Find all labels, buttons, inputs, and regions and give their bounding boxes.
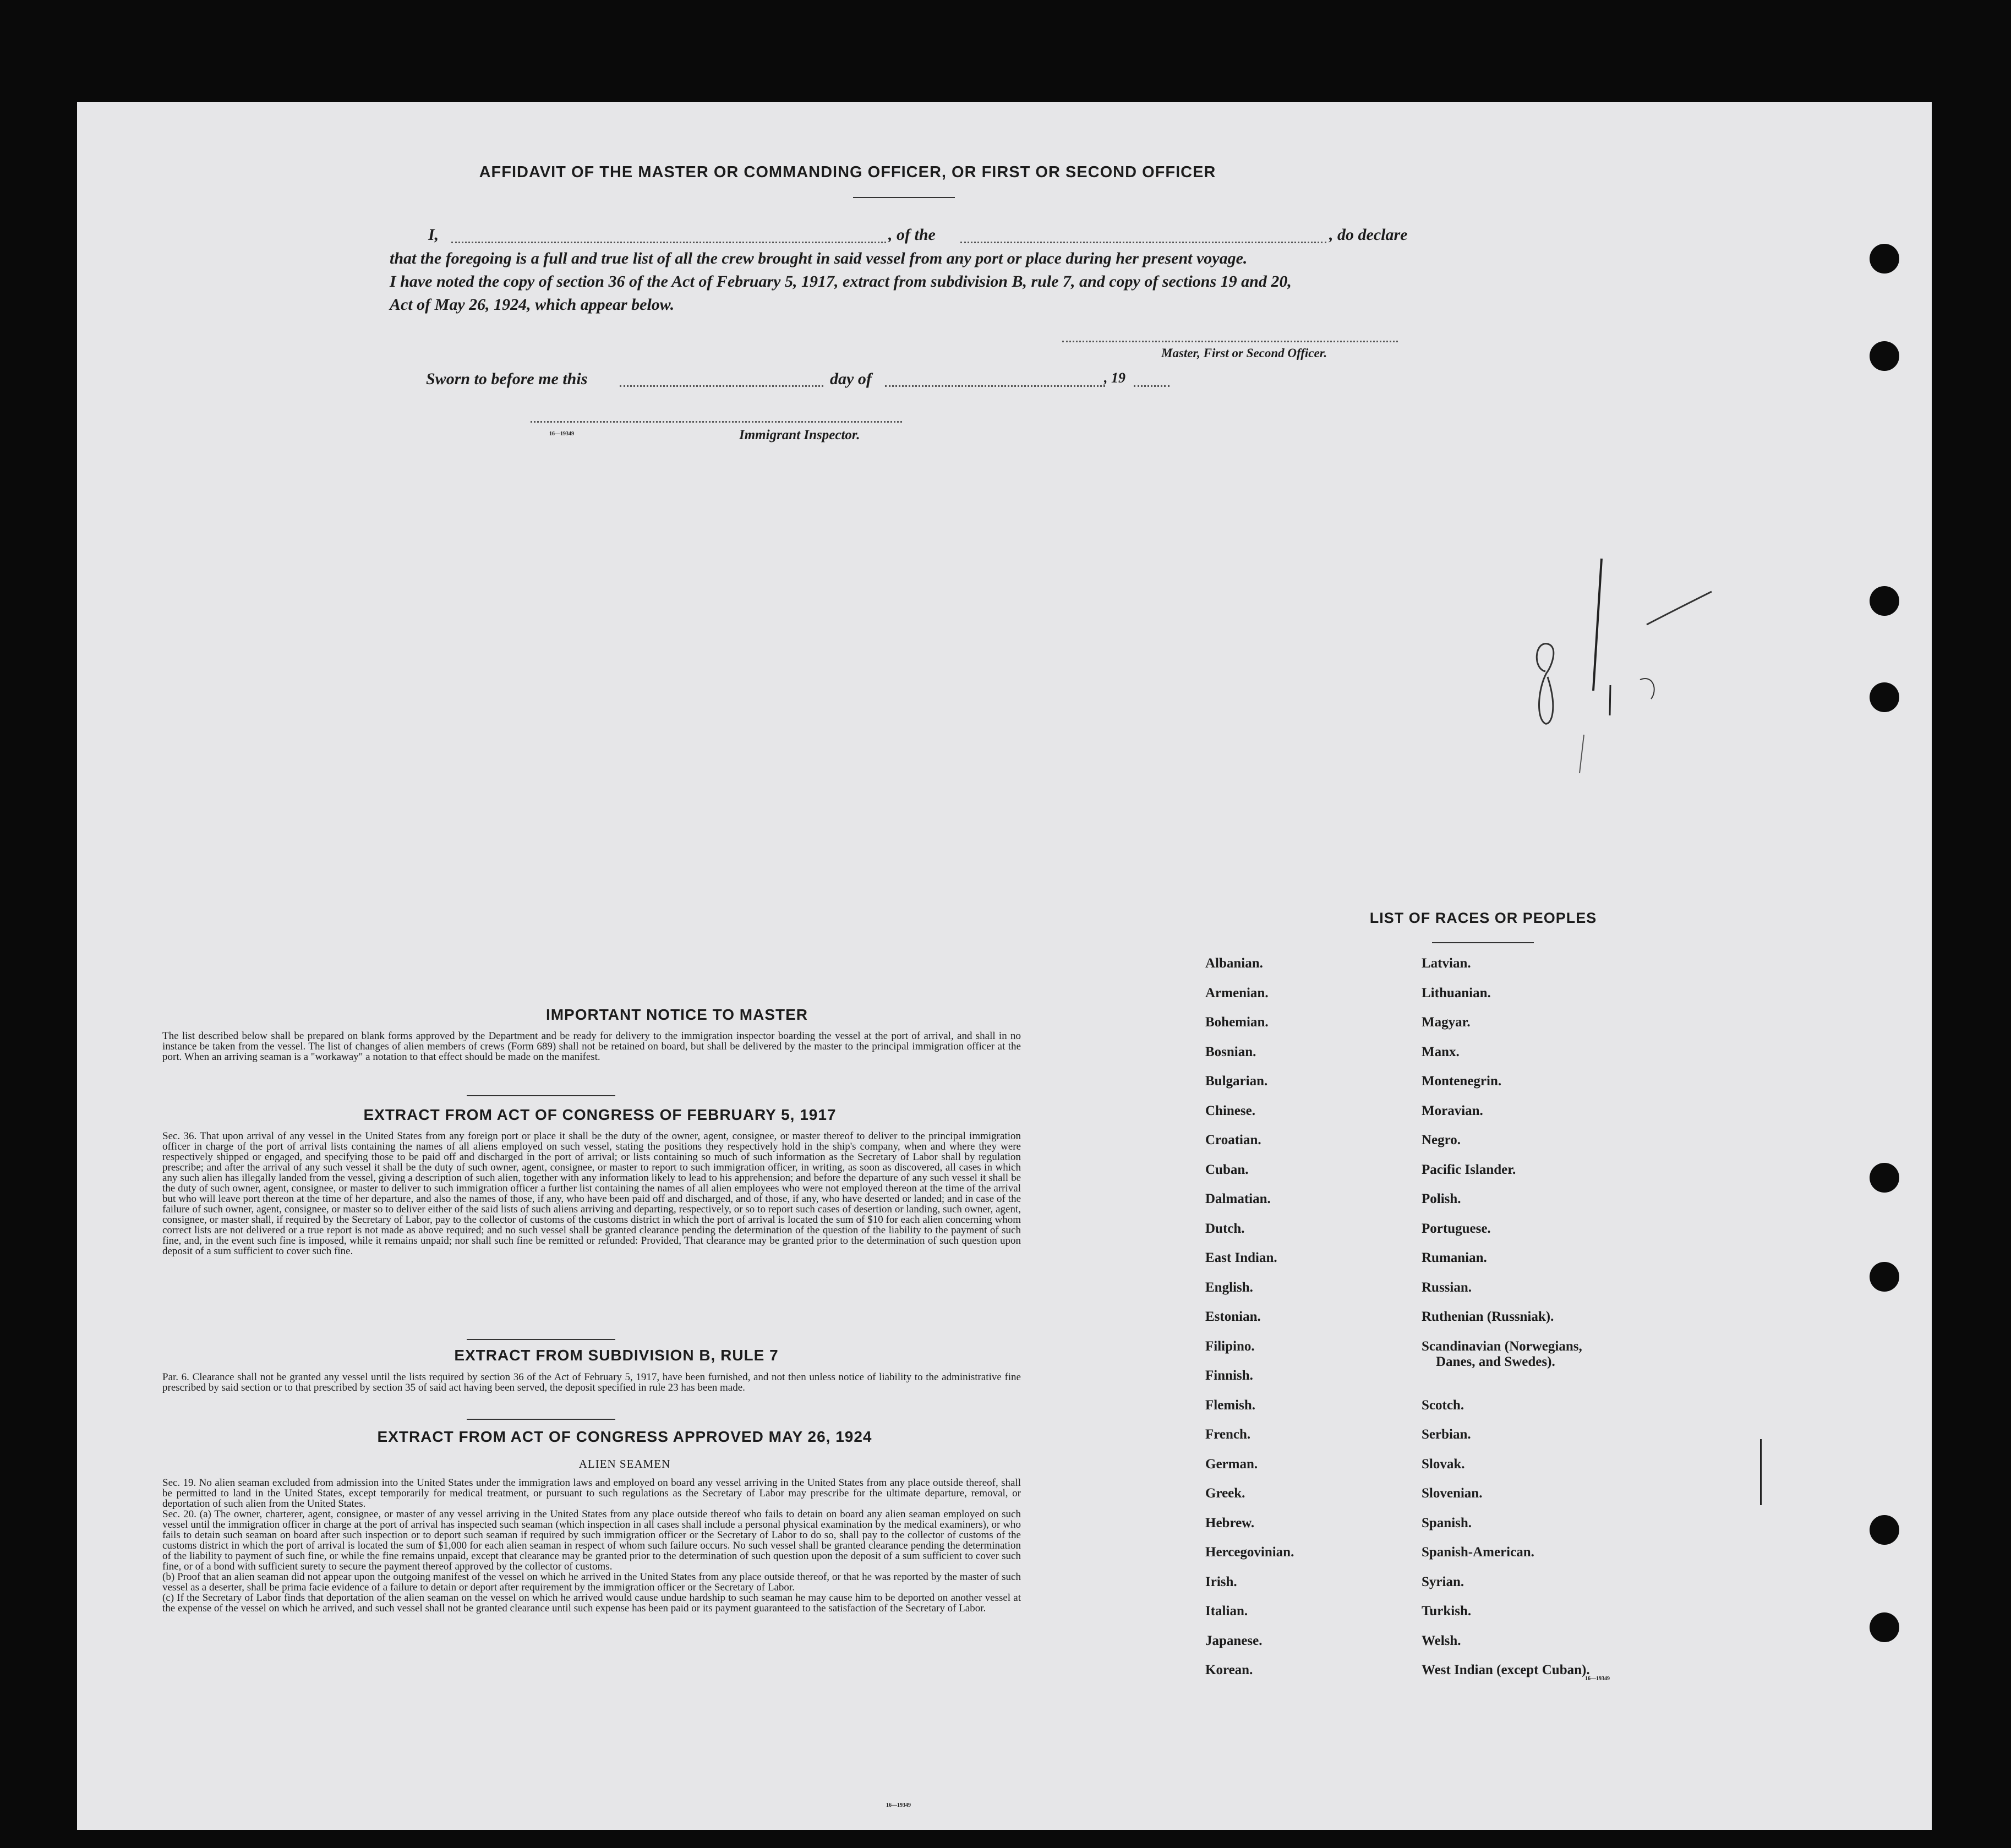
race-item: Spanish. <box>1422 1515 1472 1530</box>
race-item: Croatian. <box>1205 1133 1261 1147</box>
affidavit-line3: I have noted the copy of section 36 of the Act of February 5, 1917, extract from subdivision B, rule 7, and copy of sections 19 and 20, <box>390 272 1292 291</box>
race-item: Moravian. <box>1422 1103 1483 1118</box>
races-column-2 <box>1422 956 1708 1692</box>
race-item: Cuban. <box>1205 1162 1249 1177</box>
race-item: Pacific Islander. <box>1422 1162 1516 1177</box>
pen-mark <box>1760 1439 1762 1505</box>
race-item: Slovenian. <box>1422 1486 1483 1501</box>
divider <box>467 1419 615 1420</box>
affidavit-of-the: , of the <box>888 226 936 244</box>
race-item: East Indian. <box>1205 1250 1277 1265</box>
races-column-1 <box>1205 956 1414 1692</box>
affidavit-line4: Act of May 26, 1924, which appear below. <box>390 296 675 314</box>
year-label: , 19 <box>1104 370 1125 386</box>
handwritten-date <box>1530 553 1717 784</box>
race-item: Greek. <box>1205 1486 1245 1501</box>
affidavit-line2: that the foregoing is a full and true list of all the crew brought in said vessel from any port or place during her present voyage. <box>390 249 1248 267</box>
form-number: 16—19349 <box>886 1802 911 1808</box>
extract3-subtitle: ALIEN SEAMEN <box>578 1457 671 1470</box>
race-item: Bosnian. <box>1205 1044 1256 1059</box>
extract1-title: EXTRACT FROM ACT OF CONGRESS OF FEBRUARY 5, 1917 <box>363 1106 837 1123</box>
race-item: Turkish. <box>1422 1604 1472 1619</box>
punch-hole <box>1870 1163 1899 1193</box>
punch-hole <box>1870 682 1899 712</box>
race-item: German. <box>1205 1456 1258 1472</box>
section-20a: Sec. 20. (a) The owner, charterer, agent, consignee, or master of any vessel arriving in the United States from any place outside thereof who fails to detain on board any alien seaman employed on such vessel until the immigration officer in charge at the port of arrival has inspected such seaman (which inspection in all cases shall include a personal physical examination by the medical examiners), or who fails to detain such seaman on board after such inspection or to deport such seaman if required by such immigration officer or the Secretary of Labor to do so, shall pay to the collector of customs of the customs district in which the port of arrival is located the sum of $1,000 for each alien seaman in respect of whom such failure occurs. No such vessel shall be granted clearance pending the determination of the liability to payment of such fine, or while the fine remains unpaid, except that clearance may be granted prior to the determination of such question upon the deposit of a sum sufficient to cover such fine, or of a bond with sufficient surety to secure the payment thereof approved by the collector of customs. <box>162 1508 1021 1572</box>
affidavit-title: AFFIDAVIT OF THE MASTER OR COMMANDING OFFICER, OR FIRST OR SECOND OFFICER <box>479 163 1216 181</box>
vessel-field[interactable] <box>960 242 1326 243</box>
race-item: Hercegovinian. <box>1205 1545 1294 1560</box>
sworn-day-field[interactable] <box>620 385 823 387</box>
race-item: Chinese. <box>1205 1103 1255 1118</box>
race-item: Finnish. <box>1205 1368 1253 1383</box>
punch-hole <box>1870 1612 1899 1642</box>
form-number: 16—19349 <box>549 431 574 437</box>
race-item: Polish. <box>1422 1191 1461 1206</box>
master-label: Master, First or Second Officer. <box>1161 346 1327 360</box>
races-title: LIST OF RACES OR PEOPLES <box>1369 910 1597 926</box>
race-item: Scandinavian (Norwegians, <box>1422 1338 1582 1354</box>
section-19: Sec. 19. No alien seaman excluded from admission into the United States under the immigration laws and employed on board any vessel arriving in the United States from any place outside thereof, shall be permitted to land in the United States, except temporarily for medical treatment, or pursuant to such regulations as the Secretary of Labor may prescribe for the ultimate departure, removal, or deportation of such alien from the United States. <box>162 1477 1021 1510</box>
races-divider <box>1432 942 1534 943</box>
race-item: Korean. <box>1205 1663 1253 1677</box>
race-item: Estonian. <box>1205 1309 1261 1324</box>
section-20b: (b) Proof that an alien seaman did not appear upon the outgoing manifest of the vessel on which he arrived in the United States from any place outside thereof, or that he was reported by the master of such vessel as a deserter, shall be prima facie evidence of a failure to detain or deport after requirement by the immigration officer or the Secretary of Labor. <box>162 1571 1021 1593</box>
race-item: Slovak. <box>1422 1456 1465 1472</box>
inspector-signature-field[interactable] <box>531 421 902 423</box>
punch-hole <box>1870 244 1899 274</box>
race-item: Russian. <box>1422 1280 1472 1295</box>
race-item: Lithuanian. <box>1422 985 1491 1000</box>
race-item: Dutch. <box>1205 1221 1245 1236</box>
race-item: Spanish-American. <box>1422 1545 1534 1560</box>
race-item: Portuguese. <box>1422 1221 1491 1236</box>
race-item: Bohemian. <box>1205 1015 1269 1030</box>
race-item: Negro. <box>1422 1133 1461 1147</box>
race-item: Serbian. <box>1422 1427 1471 1442</box>
race-item: Scotch. <box>1422 1397 1464 1413</box>
race-item: Italian. <box>1205 1604 1248 1619</box>
race-item: Hebrew. <box>1205 1515 1255 1530</box>
punch-hole <box>1870 1262 1899 1292</box>
race-item: Flemish. <box>1205 1397 1255 1413</box>
race-item: Dalmatian. <box>1205 1191 1271 1206</box>
divider <box>467 1095 615 1096</box>
punch-hole <box>1870 586 1899 616</box>
race-item: French. <box>1205 1427 1251 1442</box>
race-item: English. <box>1205 1280 1253 1295</box>
name-field[interactable] <box>451 242 886 243</box>
race-item: Japanese. <box>1205 1633 1263 1648</box>
form-number: 16—19349 <box>1585 1676 1610 1682</box>
race-item: Manx. <box>1422 1044 1460 1059</box>
race-item: Danes, and Swedes). <box>1436 1354 1555 1369</box>
extract3-body <box>162 1478 1021 1614</box>
punch-hole <box>1870 341 1899 371</box>
race-item: Ruthenian (Russniak). <box>1422 1309 1554 1324</box>
notice-title: IMPORTANT NOTICE TO MASTER <box>545 1006 808 1023</box>
extract3-title: EXTRACT FROM ACT OF CONGRESS APPROVED MAY 26, 1924 <box>377 1428 872 1445</box>
race-item: Albanian. <box>1205 956 1263 971</box>
race-item: Syrian. <box>1422 1574 1464 1589</box>
sworn-label: Sworn to before me this <box>426 370 588 388</box>
extract2-title: EXTRACT FROM SUBDIVISION B, RULE 7 <box>454 1347 779 1364</box>
punch-hole <box>1870 1515 1899 1545</box>
sworn-year-field[interactable] <box>1134 385 1170 387</box>
sworn-month-field[interactable] <box>885 385 1105 387</box>
affidavit-declare: , do declare <box>1329 226 1408 244</box>
race-item: Rumanian. <box>1422 1250 1487 1265</box>
race-item: Welsh. <box>1422 1633 1461 1648</box>
race-item: West Indian (except Cuban). <box>1422 1663 1590 1677</box>
notice-body: The list described below shall be prepared on blank forms approved by the Department and be ready for delivery to the immigration inspector boarding the vessel at the port of arrival, and shall in no instance be taken from the vessel. The list of changes of alien members of crews (Form 689) shall not be retained on board, but shall be delivered by the master to the principal immigration officer at the port. When an arriving seaman is a "workaway" a notation to that effect should be made on the manifest. <box>162 1030 1021 1063</box>
race-item: Irish. <box>1205 1574 1237 1589</box>
race-item: Armenian. <box>1205 985 1269 1000</box>
inspector-label: Immigrant Inspector. <box>739 428 860 442</box>
affidavit-i: I, <box>428 226 439 244</box>
race-item: Filipino. <box>1205 1338 1255 1354</box>
race-item: Bulgarian. <box>1205 1074 1268 1089</box>
document-page <box>77 102 1932 1830</box>
race-item: Montenegrin. <box>1422 1074 1502 1089</box>
extract1-body: Sec. 36. That upon arrival of any vessel in the United States from any foreign port or place it shall be the duty of the owner, agent, consignee, or master thereof to deliver to the principal immigration officer in charge of the port of arrival lists containing the names of all aliens employed on such vessel, stating the positions they respectively hold in the ship's company, when and where they were respectively shipped or engaged, and specifying those to be paid off and discharged in the port of arrival; or lists containing so much of such information as the Secretary of Labor shall by regulation prescribe; and after the arrival of any such vessel it shall be the duty of such owner, agent, consignee, or master to report to such immigration officer, in writing, as soon as discovered, all cases in which any such alien has illegally landed from the vessel, giving a description of such alien, together with any information likely to lead to his apprehension; and before the departure of any such vessel it shall be the duty of such owner, agent, consignee, or master to deliver to such immigration officer a further list containing the names of all alien employees who were not employed thereon at the time of the arrival but who will leave port thereon at the time of her departure, and also the names of those, if any, who have been paid off and discharged, and of those, if any, who have deserted or landed; and in case of the failure of such owner, agent, consignee, or master so to deliver either of the said lists of such aliens arriving and departing, respectively, or so to report such cases of desertion or landing, such owner, agent, consignee, or master shall, if required by the Secretary of Labor, pay to the collector of customs of the customs district in which the port of arrival is located the sum of $10 for each alien concerning whom correct lists are not delivered or a true report is not made as above required; and no such vessel shall be granted clearance pending the determination of the question of the liability to the payment of such fine, and, in the event such fine is imposed, while it remains unpaid; nor shall such fine be remitted or refunded: Provided, That clearance may be granted prior to the determination of such question upon deposit of a sum sufficient to cover such fine. <box>162 1130 1021 1257</box>
master-signature-field[interactable] <box>1062 341 1398 342</box>
race-item: Latvian. <box>1422 956 1471 971</box>
day-of-label: day of <box>830 370 872 388</box>
title-divider <box>853 197 955 198</box>
race-item: Magyar. <box>1422 1015 1471 1030</box>
extract2-body: Par. 6. Clearance shall not be granted any vessel until the lists required by section 36 of the Act of February 5, 1917, have been furnished, and not then unless notice of liability to the administrative fine prescribed by said section or to that prescribed by section 35 of said act having been served, the deposit specified in rule 23 has been made. <box>162 1371 1021 1393</box>
section-20c: (c) If the Secretary of Labor finds that deportation of the alien seaman on the vessel on which he arrived would cause undue hardship to such seaman he may cause him to be deported on another vessel at the expense of the vessel on which he arrived, and such vessel shall not be granted clearance until such expense has been paid or its payment guaranteed to the satisfaction of the Secretary of Labor. <box>162 1592 1021 1614</box>
divider <box>467 1339 615 1340</box>
